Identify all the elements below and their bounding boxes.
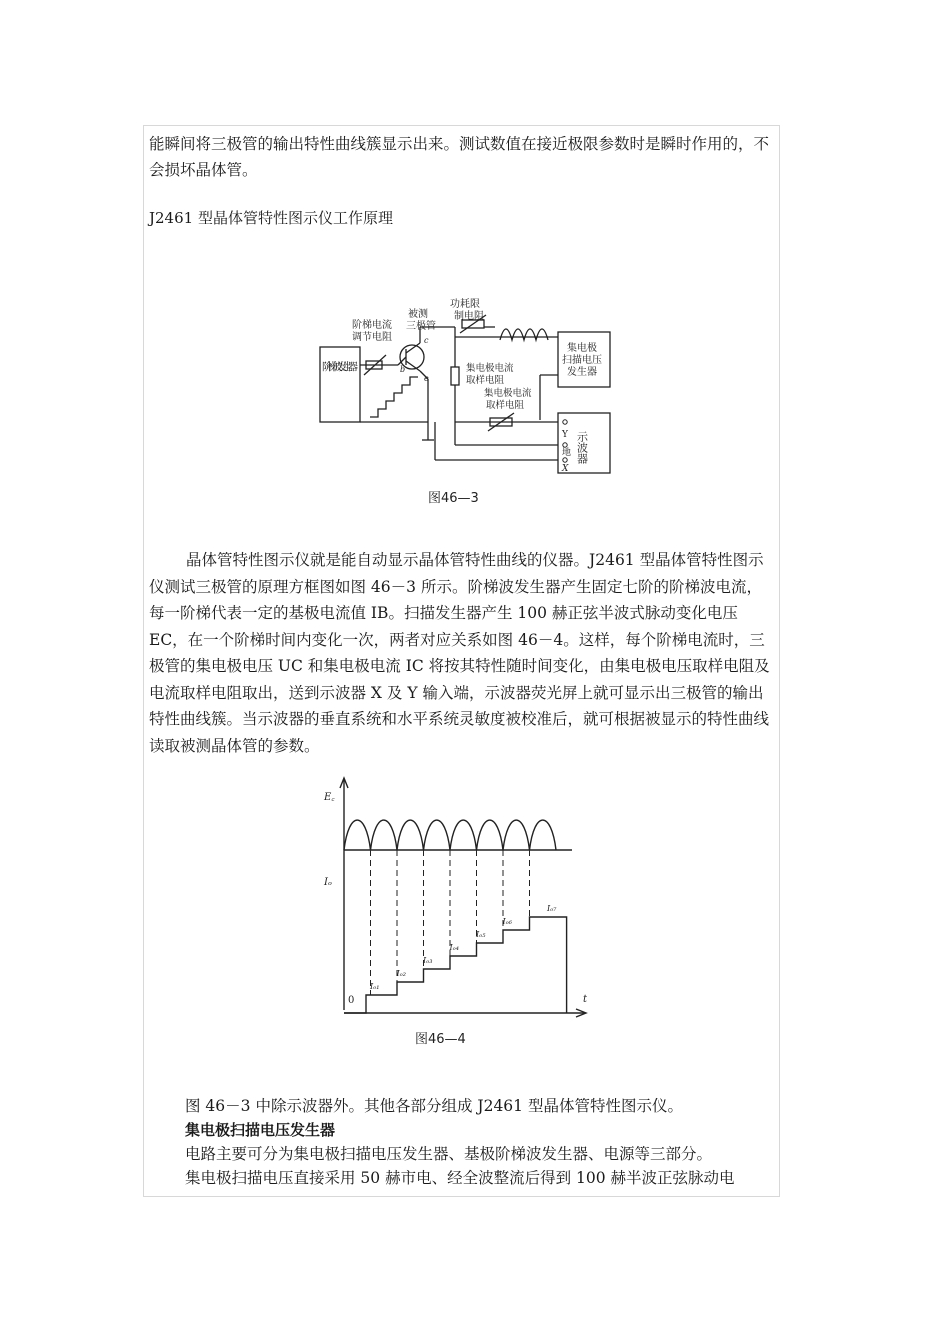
label-step-current-2: 调节电阻 [352,332,392,343]
body-paragraph: 晶体管特性图示仪就是能自动显示晶体管特性曲线的仪器。J2461 型晶体管特性图示仪测试三极管的原理方框图如图 46－3 所示。阶梯波发生器产生固定七阶的阶梯波电流，每一阶梯代表一定的基极电流值 IB。扫描发生器产生 100 赫正弦半波式脉动变化电压 EC，在一个阶梯时间内变化一次，两者对应关系如图 46－4。这样，每个阶梯电流时，三极管的集电极电压 UC 和集电极电流 IC 将按其特性随时间变化，由集电极电压取样电阻及电流取样电阻取出，送到示波器 X 及 Y 输入端，示波器荧光屏上就可显示出三极管的输出特性曲线簇。当示波器的垂直系统和水平系统灵敏度被校准后，就可根据被显示的特性曲线读取被测晶体管的参数。 [149,551,770,755]
label-collector-current-2: 取样电阻 [466,375,505,386]
label-x-input: X [562,464,569,474]
step-generator-box [320,347,360,422]
step-label: Iₒ₇ [547,904,557,913]
label-scan-gen-3: 发生器 [567,367,597,378]
section-heading: J2461 型晶体管特性图示仪工作原理 [149,209,393,227]
subheading: 集电极扫描电压发生器 [185,1121,336,1139]
label-power-limit-1: 功耗限 [450,299,480,310]
label-time: t [583,994,588,1005]
step-label: Iₒ₃ [423,956,433,965]
figure-46-4-caption: 图46—4 [415,1032,466,1047]
label-scan-gen-2: 扫描电压 [562,355,602,366]
half-sine-pulses [344,820,556,850]
label-step-generator: 阶梯波发生器 [322,361,358,373]
step-label: Iₒ₂ [396,969,406,978]
staircase-steps [344,917,567,1013]
label-y-input: Y [562,430,568,440]
step-label: Iₒ₄ [449,943,459,952]
figure-46-4-chart [300,770,610,1060]
label-pin-b: b [400,365,406,374]
label-collector-voltage-2: 取样电阻 [486,400,525,411]
scan-voltage-line: 集电极扫描电压直接采用 50 赫市电、经全波整流后得到 100 赫半波正弦脉动电 [185,1169,735,1187]
label-step-current-1: 阶梯电流 [352,320,392,331]
step-label: Iₒ₅ [476,930,486,939]
label-oscilloscope: 示波器 [575,431,589,464]
label-pin-e: e [424,374,429,383]
label-pin-c: c [424,336,429,345]
figure-46-3-caption: 图46—3 [428,491,479,506]
label-scan-gen-1: 集电极 [567,343,597,354]
figure-46-3-diagram [300,295,630,515]
label-collector-voltage-1: 集电极电流 [484,388,532,399]
label-ib: Iₒ [324,877,332,888]
step-label: Iₒ₆ [502,917,512,926]
summary-line: 图 46－3 中除示波器外。其他各部分组成 J2461 型晶体管特性图示仪。 [185,1097,683,1115]
label-collector-current-1: 集电极电流 [466,363,514,374]
label-power-limit-2: 制电阻 [454,311,484,322]
label-ground: 地 [562,448,572,458]
label-transistor-1: 被测 [408,309,428,320]
label-origin: 0 [348,995,355,1006]
label-transistor-2: 三极管 [406,321,436,332]
label-ec: E꜀ [324,792,335,803]
step-label: Iₒ₁ [370,982,380,991]
intro-paragraph: 能瞬间将三极管的输出特性曲线簇显示出来。测试数值在接近极限参数时是瞬时作用的，不会损坏晶体管。 [149,135,770,179]
circuit-parts-line: 电路主要可分为集电极扫描电压发生器、基极阶梯波发生器、电源等三部分。 [185,1145,713,1163]
